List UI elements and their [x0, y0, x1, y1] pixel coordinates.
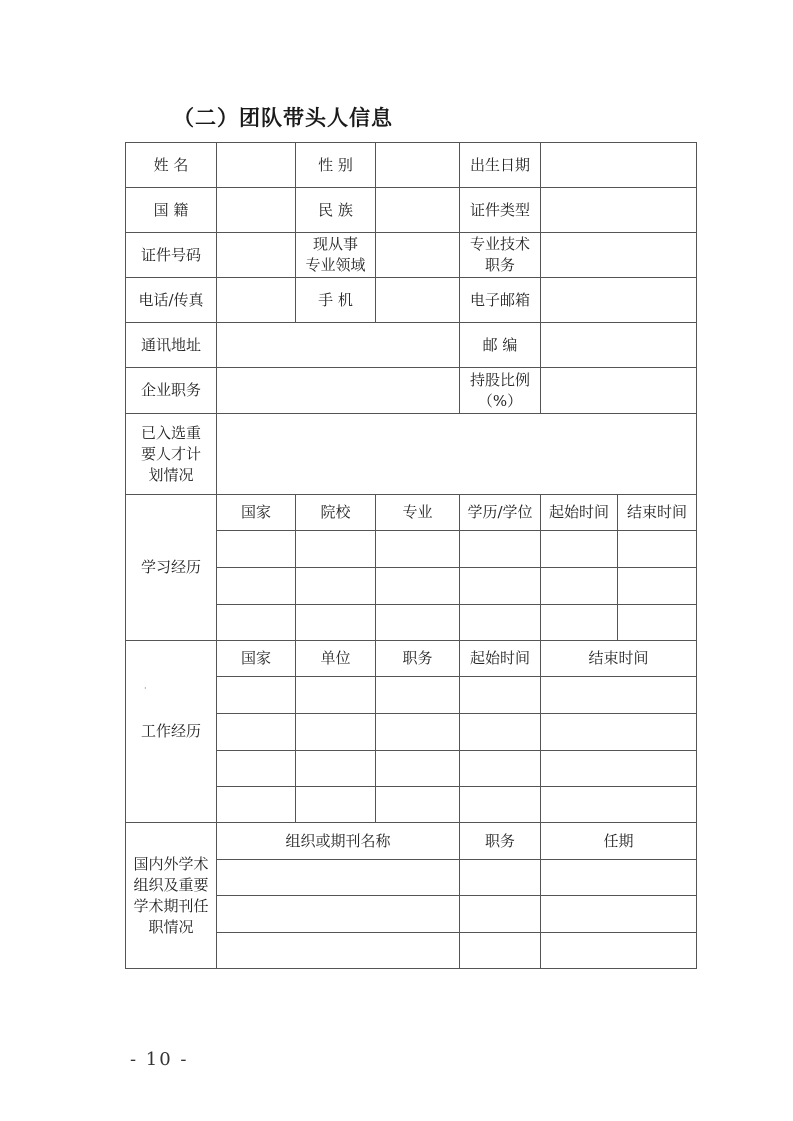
- edu-header-country: 国家: [217, 495, 296, 531]
- work-cell[interactable]: [460, 714, 541, 751]
- share-ratio-value[interactable]: [541, 368, 697, 414]
- talent-plan-line-3: 划情况: [148, 465, 194, 484]
- academic-cell[interactable]: [460, 860, 541, 896]
- share-ratio-line-1: 持股比例: [469, 370, 530, 389]
- tech-title-value[interactable]: [541, 233, 697, 278]
- edu-cell[interactable]: [460, 568, 541, 605]
- company-position-label: 企业职务: [126, 368, 217, 414]
- share-ratio-line-2: （%）: [477, 391, 523, 410]
- work-cell[interactable]: [376, 714, 460, 751]
- academic-label-line-2: 组织及重要: [133, 875, 209, 894]
- edu-cell[interactable]: [541, 605, 618, 641]
- gender-value[interactable]: [376, 143, 460, 188]
- work-header-country: 国家: [217, 641, 296, 677]
- education-label: 学习经历: [126, 495, 217, 641]
- edu-cell[interactable]: [460, 605, 541, 641]
- edu-cell[interactable]: [217, 531, 296, 568]
- work-cell[interactable]: [217, 751, 296, 787]
- work-cell[interactable]: [296, 677, 376, 714]
- edu-header-school: 院校: [296, 495, 376, 531]
- email-value[interactable]: [541, 278, 697, 323]
- academic-header-position: 职务: [460, 823, 541, 860]
- academic-label-line-4: 职情况: [148, 917, 194, 936]
- edu-header-start: 起始时间: [541, 495, 618, 531]
- edu-header-end: 结束时间: [618, 495, 697, 531]
- talent-plan-label: [126, 414, 217, 495]
- birth-date-label: 出生日期: [460, 143, 541, 188]
- academic-cell[interactable]: [541, 860, 697, 896]
- work-cell[interactable]: [460, 787, 541, 823]
- work-cell[interactable]: [217, 714, 296, 751]
- academic-cell[interactable]: [217, 896, 460, 933]
- edu-cell[interactable]: [618, 605, 697, 641]
- name-label: 姓 名: [126, 143, 217, 188]
- work-cell[interactable]: [217, 677, 296, 714]
- academic-header-org: 组织或期刊名称: [217, 823, 460, 860]
- work-cell[interactable]: [296, 787, 376, 823]
- id-type-label: 证件类型: [460, 188, 541, 233]
- edu-cell[interactable]: [296, 568, 376, 605]
- leader-info-table: [125, 142, 697, 969]
- current-field-label: [296, 233, 376, 278]
- work-header-position: 职务: [376, 641, 460, 677]
- postcode-value[interactable]: [541, 323, 697, 368]
- edu-cell[interactable]: [217, 568, 296, 605]
- work-cell[interactable]: [460, 677, 541, 714]
- name-value[interactable]: [217, 143, 296, 188]
- edu-cell[interactable]: [618, 568, 697, 605]
- talent-plan-line-1: 已入选重: [140, 423, 201, 442]
- work-header-employer: 单位: [296, 641, 376, 677]
- current-field-line-2: 专业领域: [305, 256, 366, 274]
- ethnicity-label: 民 族: [296, 188, 376, 233]
- edu-cell[interactable]: [296, 605, 376, 641]
- academic-cell[interactable]: [460, 896, 541, 933]
- work-cell[interactable]: [376, 677, 460, 714]
- nationality-label: 国 籍: [126, 188, 217, 233]
- academic-cell[interactable]: [460, 933, 541, 969]
- current-field-value[interactable]: [376, 233, 460, 278]
- academic-cell[interactable]: [217, 933, 460, 969]
- work-label: 工作经历: [126, 641, 217, 823]
- edu-cell[interactable]: [460, 531, 541, 568]
- edu-cell[interactable]: [376, 531, 460, 568]
- edu-header-major: 专业: [376, 495, 460, 531]
- share-ratio-label: [460, 368, 541, 414]
- nationality-value[interactable]: [217, 188, 296, 233]
- edu-cell[interactable]: [618, 531, 697, 568]
- work-cell[interactable]: [296, 714, 376, 751]
- section-title: （二）团队带头人信息: [173, 106, 393, 130]
- current-field-line-1: 现从事: [312, 235, 358, 253]
- tech-title-label: [460, 233, 541, 278]
- work-cell[interactable]: [541, 787, 697, 823]
- birth-date-value[interactable]: [541, 143, 697, 188]
- edu-header-degree: 学历/学位: [460, 495, 541, 531]
- address-label: 通讯地址: [126, 323, 217, 368]
- page-number: - 10 -: [130, 1049, 189, 1070]
- academic-label-line-1: 国内外学术: [133, 854, 209, 873]
- edu-cell[interactable]: [376, 605, 460, 641]
- academic-cell[interactable]: [541, 896, 697, 933]
- id-number-value[interactable]: [217, 233, 296, 278]
- work-header-end: 结束时间: [541, 641, 697, 677]
- work-cell[interactable]: [376, 751, 460, 787]
- work-cell[interactable]: [460, 751, 541, 787]
- company-position-value[interactable]: [217, 368, 460, 414]
- tech-title-line-2: 职务: [484, 256, 515, 274]
- stray-mark: ·: [144, 684, 147, 693]
- academic-label: [126, 823, 217, 969]
- mobile-label: 手 机: [296, 278, 376, 323]
- work-cell[interactable]: [541, 751, 697, 787]
- ethnicity-value[interactable]: [376, 188, 460, 233]
- edu-cell[interactable]: [541, 531, 618, 568]
- work-cell[interactable]: [296, 751, 376, 787]
- work-cell[interactable]: [541, 677, 697, 714]
- work-cell[interactable]: [376, 787, 460, 823]
- postcode-label: 邮 编: [460, 323, 541, 368]
- edu-cell[interactable]: [217, 605, 296, 641]
- academic-header-term: 任期: [541, 823, 697, 860]
- academic-label-line-3: 学术期刊任: [133, 896, 209, 915]
- phone-fax-value[interactable]: [217, 278, 296, 323]
- work-cell[interactable]: [541, 714, 697, 751]
- academic-cell[interactable]: [217, 860, 460, 896]
- id-number-label: 证件号码: [126, 233, 217, 278]
- mobile-value[interactable]: [376, 278, 460, 323]
- work-cell[interactable]: [217, 787, 296, 823]
- edu-cell[interactable]: [296, 531, 376, 568]
- academic-cell[interactable]: [541, 933, 697, 969]
- work-header-start: 起始时间: [460, 641, 541, 677]
- phone-fax-label: 电话/传真: [126, 278, 217, 323]
- tech-title-line-1: 专业技术: [469, 235, 530, 253]
- gender-label: 性 别: [296, 143, 376, 188]
- edu-cell[interactable]: [376, 568, 460, 605]
- talent-plan-value[interactable]: [217, 414, 697, 495]
- address-value[interactable]: [217, 323, 460, 368]
- email-label: 电子邮箱: [460, 278, 541, 323]
- talent-plan-line-2: 要人才计: [140, 444, 201, 463]
- id-type-value[interactable]: [541, 188, 697, 233]
- edu-cell[interactable]: [541, 568, 618, 605]
